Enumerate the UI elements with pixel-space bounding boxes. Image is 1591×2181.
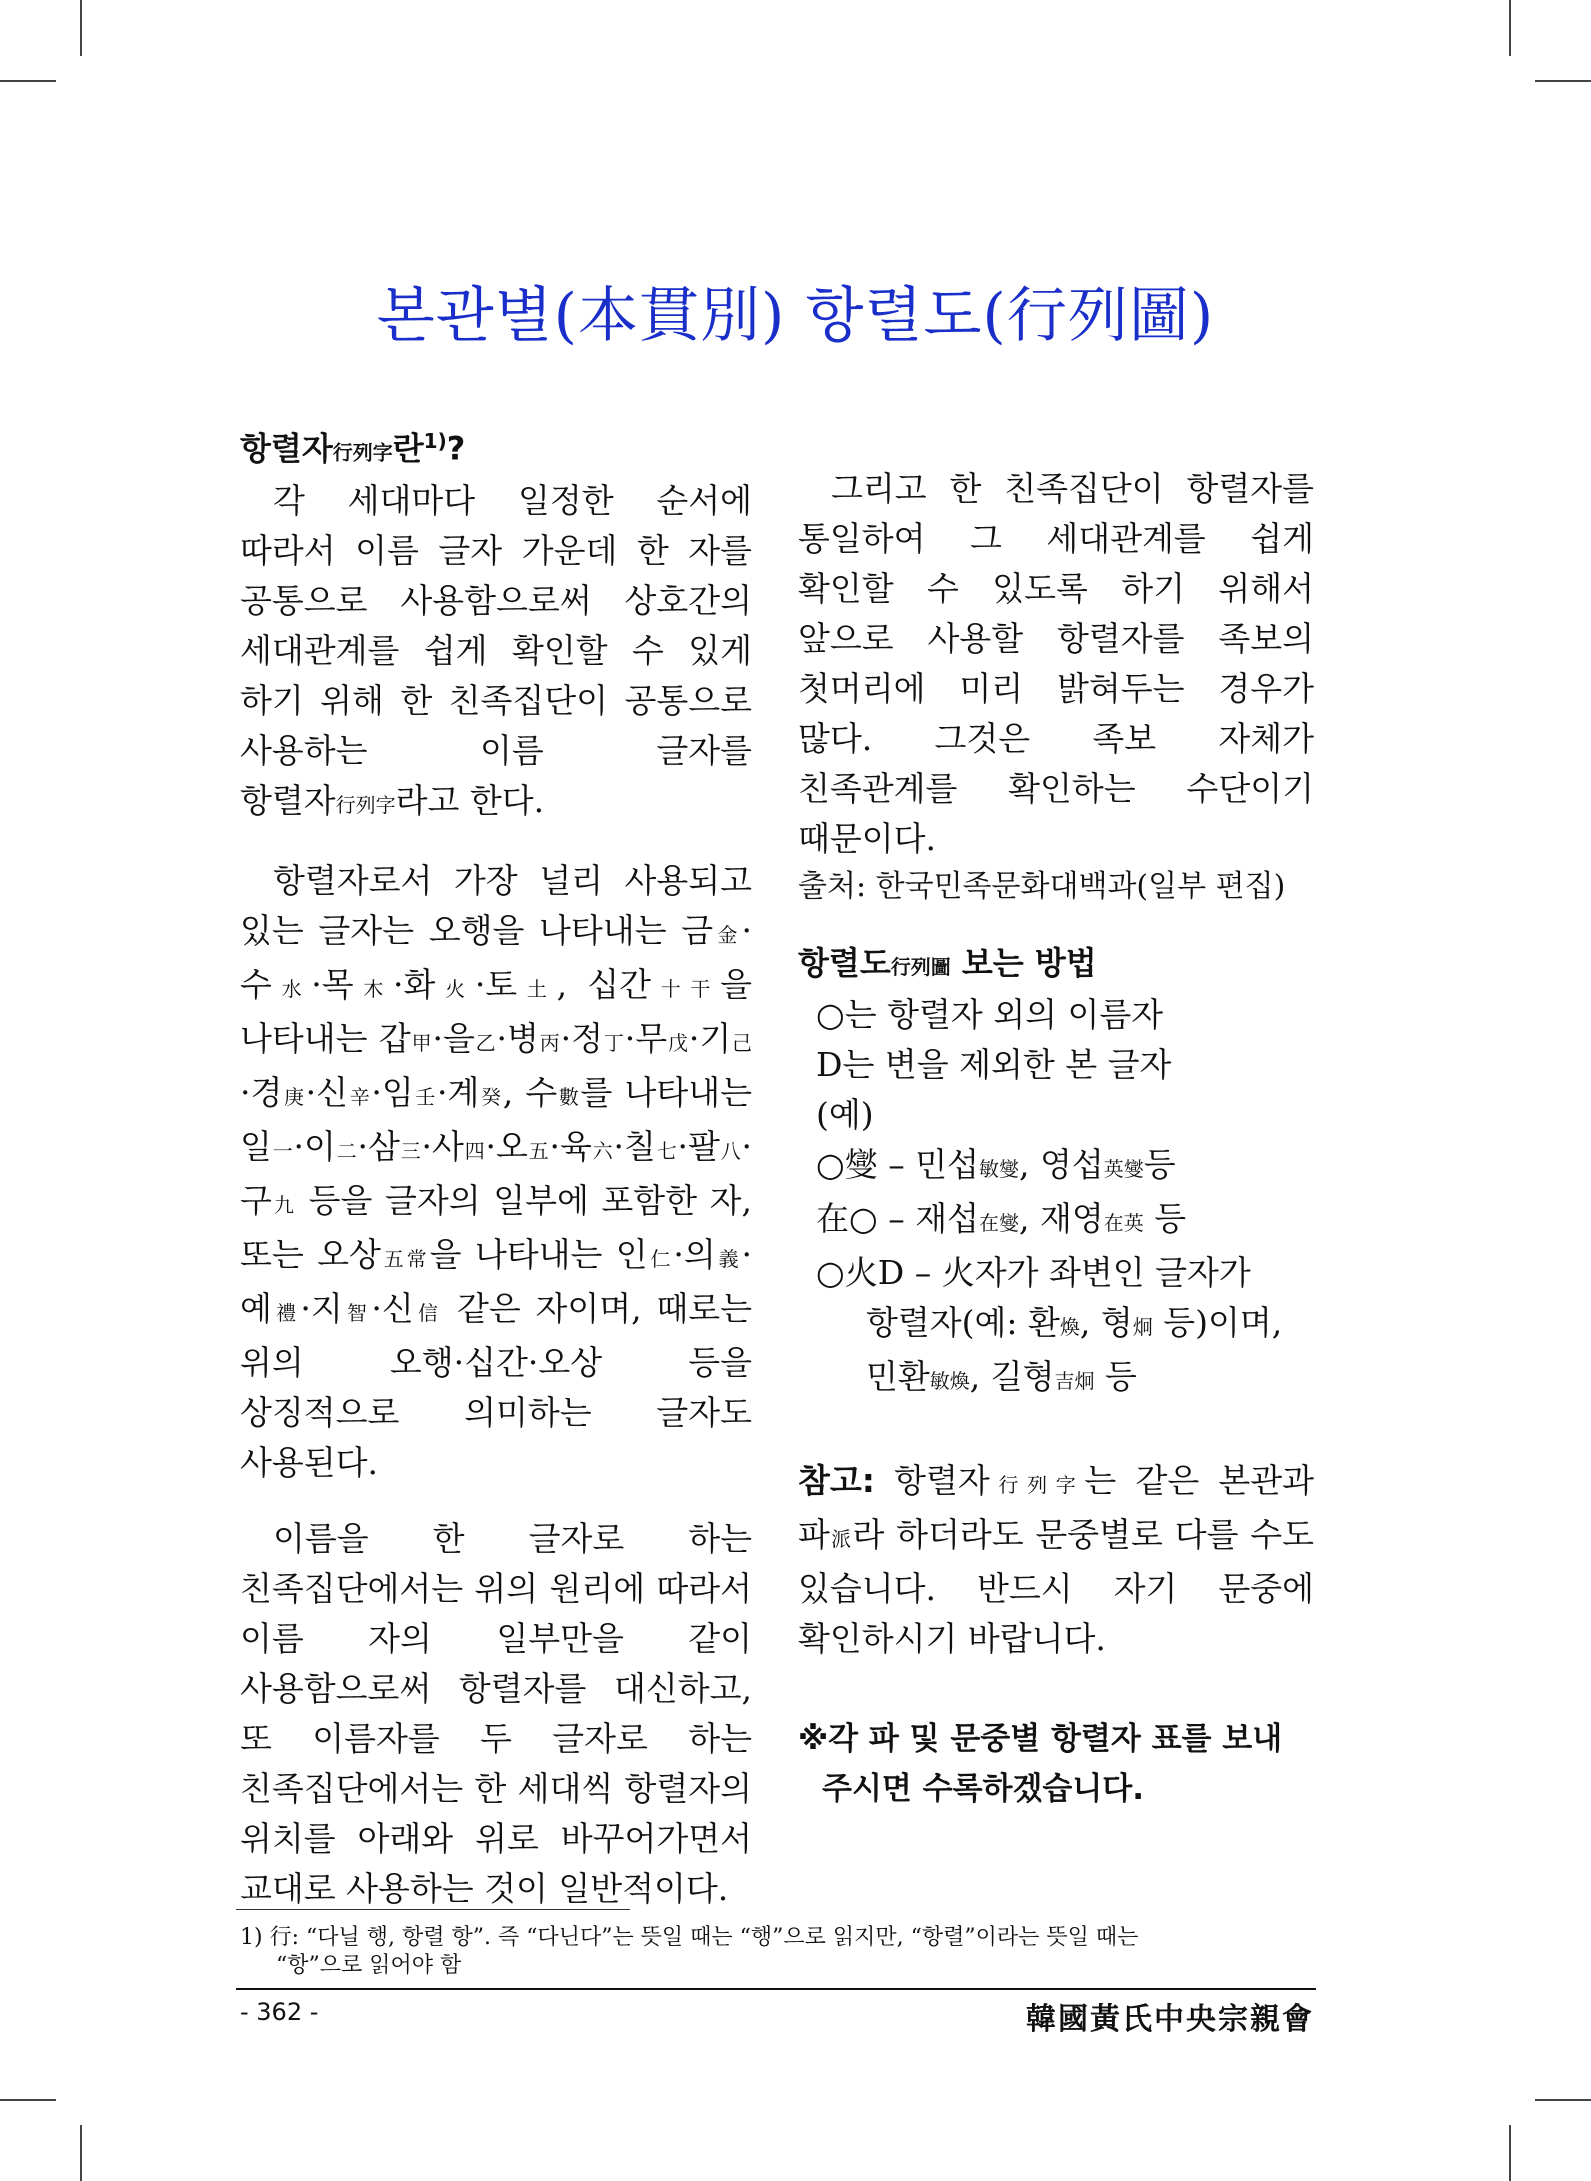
method-line: D는 변을 제외한 본 글자 xyxy=(816,1045,1172,1084)
hanja-annotation: 義 xyxy=(715,1246,742,1271)
right-column xyxy=(798,418,1314,1814)
footnote-divider xyxy=(236,1909,630,1910)
note-body xyxy=(798,1461,1314,1658)
footnote xyxy=(240,1924,1318,1980)
text-run: , 형 xyxy=(1079,1303,1133,1342)
hanja-annotation: 八 xyxy=(719,1138,742,1163)
method-line: (예) xyxy=(816,1095,874,1134)
text-run: ·신 xyxy=(371,1288,414,1328)
footnote-line: 1) 行: “다닐 행, 항렬 항”. 즉 “다닌다”는 뜻일 때는 “행”으로 읽지만, “항렬”이라는 뜻일 때는 xyxy=(240,1925,1139,1950)
hanja-annotation: 敏煥 xyxy=(929,1369,970,1393)
text-run: ·목 xyxy=(311,964,354,1004)
hanja-annotation: 九 xyxy=(271,1192,297,1217)
page-title: 본관별(本貫別) 항렬도(行列圖) xyxy=(376,281,1215,351)
text-run: , 수 xyxy=(502,1072,558,1112)
hanja-annotation: 英燮 xyxy=(1103,1157,1144,1181)
hanja-annotation: 四 xyxy=(463,1138,486,1163)
text-run: 라고 한다. xyxy=(395,780,545,820)
text-run: 등 xyxy=(1143,1145,1176,1184)
organization-name: 韓國黃氏中央宗親會 xyxy=(1026,2002,1314,2037)
text-run: 在○ – 재섭 xyxy=(816,1199,980,1238)
section-heading-how-to-read xyxy=(798,940,1314,990)
text-run: ·팔 xyxy=(677,1126,720,1166)
footer-divider xyxy=(236,1988,1316,1990)
hanja-annotation: 木 xyxy=(353,976,394,1001)
text-run: ○燮 – 민섭 xyxy=(816,1145,980,1184)
heading-text: 보는 방법 xyxy=(950,944,1097,982)
text-run: 라 하더라도 문중별로 다를 수도 있습니다. 반드시 자기 문중에 확인하시기 바랍니다. xyxy=(798,1515,1314,1658)
source-citation: 출처: 한국민족문화대백과(일부 편집) xyxy=(798,869,1286,904)
heading-text: 란 xyxy=(392,429,424,468)
text-run: , 영섭 xyxy=(1019,1145,1104,1184)
left-column xyxy=(240,418,752,1914)
text-run: 이름을 한 글자로 하는 친족집단에서는 위의 원리에 따라서 이름 자의 일부만을 같이 사용함으로써 항렬자를 대신하고, 또 이름자를 두 글자로 하는 친족집단에서는 한 세대씩 항렬자의 위치를 아래와 위로 바꾸어가면서 교대로 사용하는 것이 일반적이다. xyxy=(240,1518,752,1908)
method-example xyxy=(798,1298,1314,1352)
heading-text: ? xyxy=(446,429,466,468)
text-run: ·기 xyxy=(688,1018,732,1058)
text-run: 등을 글자의 일부에 포함한 자, 또는 오상 xyxy=(240,1180,752,1274)
text-run: 등)이며, xyxy=(1152,1303,1283,1342)
hanja-annotation: 在燮 xyxy=(979,1211,1020,1235)
paragraph-definition xyxy=(240,476,752,830)
text-run: ·신 xyxy=(305,1072,349,1112)
crop-mark xyxy=(1509,0,1511,56)
text-run: ·무 xyxy=(624,1018,668,1058)
text-run: 을 나타내는 갑 xyxy=(240,964,752,1058)
text-run: ·임 xyxy=(371,1072,414,1112)
hanja-annotation: 水 xyxy=(271,976,312,1001)
hanja-annotation: 金 xyxy=(713,922,742,947)
text-run: ·토 xyxy=(474,964,518,1004)
text-run: 각 세대마다 일정한 순서에 따라서 이름 글자 가운데 한 자를 공통으로 사용함으로써 상호간의 세대관계를 쉽게 확인할 수 있게 하기 위해 한 친족집단이 공통으로 사용하는 이름 글자를 항렬자 xyxy=(240,480,752,820)
method-example xyxy=(798,1352,1314,1406)
text-run: 항렬자 xyxy=(874,1461,990,1500)
hanja-annotation: 三 xyxy=(399,1138,422,1163)
hanja-annotation: 乙 xyxy=(474,1030,497,1055)
text-run: ·정 xyxy=(560,1018,604,1058)
hanja-annotation: 行列字 xyxy=(989,1473,1085,1497)
section-heading-hangnyeolja xyxy=(240,418,752,476)
heading-text: 항렬자 xyxy=(240,429,333,468)
method-example xyxy=(798,1140,1314,1194)
hanja-annotation: 火 xyxy=(435,976,475,1001)
text-run: ·육 xyxy=(549,1126,592,1166)
text-run: 민환 xyxy=(866,1357,930,1396)
text-run: ·을 xyxy=(432,1018,475,1058)
hanja-annotation: 行列字 xyxy=(335,792,396,817)
text-run: 를 나타내는 일 xyxy=(240,1072,753,1166)
text-run: ·예 xyxy=(240,1234,753,1328)
hanja-annotation: 煥 xyxy=(1059,1315,1080,1339)
text-run: ·삼 xyxy=(357,1126,400,1166)
text-run: ·사 xyxy=(421,1126,464,1166)
hanja-annotation: 五常 xyxy=(380,1246,430,1271)
crop-mark xyxy=(1509,2125,1511,2181)
text-run: ·오 xyxy=(485,1126,528,1166)
footnote-ref[interactable]: 1) xyxy=(423,429,447,453)
crop-mark xyxy=(80,0,82,56)
hanja-annotation: 辛 xyxy=(348,1084,372,1109)
text-run: 같은 자이며, 때로는 위의 오행·십간·오상 등을 상징적으로 의미하는 글자도 사용된다. xyxy=(240,1288,753,1482)
text-run: ·이 xyxy=(293,1126,336,1166)
heading-hanja: 行列圖 xyxy=(890,955,951,979)
text-run: 는 같은 본관과 파 xyxy=(798,1461,1315,1554)
hanja-annotation: 十干 xyxy=(651,976,721,1001)
crop-mark xyxy=(1535,2099,1591,2101)
paragraph-common-characters xyxy=(240,856,752,1488)
hanja-annotation: 甲 xyxy=(410,1030,433,1055)
page-number: - 362 - xyxy=(240,1998,319,2026)
hanja-annotation: 派 xyxy=(829,1527,853,1551)
text-run: , 십간 xyxy=(556,964,652,1004)
text-run: ·화 xyxy=(393,964,436,1004)
text-run: 을 나타내는 인 xyxy=(429,1234,648,1274)
crop-mark xyxy=(80,2125,82,2181)
hanja-annotation: 禮 xyxy=(271,1300,301,1325)
note-label: 참고: xyxy=(798,1461,875,1500)
hanja-annotation: 丙 xyxy=(538,1030,561,1055)
text-run: 등 xyxy=(1094,1357,1137,1396)
request-line: 주시면 수록하겠습니다. xyxy=(822,1771,1145,1807)
hanja-annotation: 壬 xyxy=(413,1084,438,1109)
text-run: ·지 xyxy=(300,1288,343,1328)
hanja-annotation: 仁 xyxy=(647,1246,674,1271)
hanja-annotation: 六 xyxy=(591,1138,614,1163)
reference-note xyxy=(798,1456,1314,1664)
method-line: ○는 항렬자 외의 이름자 xyxy=(816,995,1164,1034)
paragraph-unification: 그리고 한 친족집단이 항렬자를 통일하여 그 세대관계를 쉽게 확인할 수 있도록 하기 위해서 앞으로 사용할 항렬자를 족보의 첫머리에 미리 밝혀두는 경우가 많다. 그것은 족보 자체가 친족관계를 확인하는 수단이기 때문이다. xyxy=(798,469,1314,858)
hanja-annotation: 庚 xyxy=(282,1084,306,1109)
text-run: ·경 xyxy=(240,1072,283,1112)
text-run: , 길형 xyxy=(969,1357,1055,1396)
request-line: ※각 파 및 문중별 항렬자 표를 보내 xyxy=(798,1721,1283,1757)
crop-mark xyxy=(0,2099,56,2101)
footnote-line: “항”으로 읽어야 함 xyxy=(276,1953,462,1978)
paragraph-single-name xyxy=(240,1514,752,1914)
hanja-annotation: 癸 xyxy=(479,1084,503,1109)
text-run: ·계 xyxy=(437,1072,480,1112)
hanja-annotation: 敏燮 xyxy=(979,1157,1020,1181)
hanja-annotation: 一 xyxy=(271,1138,294,1163)
crop-mark xyxy=(0,80,56,82)
text-run: , 재영 xyxy=(1019,1199,1104,1238)
hanja-annotation: 智 xyxy=(342,1300,372,1325)
hanja-annotation: 七 xyxy=(655,1138,678,1163)
heading-text: 항렬도 xyxy=(798,944,891,982)
hanja-annotation: 數 xyxy=(557,1084,581,1109)
method-example: ○火D – 火자가 좌변인 글자가 xyxy=(816,1253,1251,1292)
submission-request xyxy=(798,1714,1314,1814)
text-run: 등 xyxy=(1143,1199,1187,1238)
hanja-annotation: 戊 xyxy=(667,1030,689,1055)
hanja-annotation: 信 xyxy=(413,1300,443,1325)
text-run: ·수 xyxy=(240,910,752,1004)
text-run: ·병 xyxy=(496,1018,539,1058)
hanja-annotation: 在英 xyxy=(1103,1211,1144,1235)
text-run: ·칠 xyxy=(613,1126,656,1166)
method-example xyxy=(798,1194,1314,1248)
hanja-annotation: 己 xyxy=(731,1030,753,1055)
hanja-annotation: 二 xyxy=(335,1138,358,1163)
text-run: 항렬자로서 가장 널리 사용되고 있는 글자는 오행을 나타내는 금 xyxy=(240,860,752,950)
hanja-annotation: 炯 xyxy=(1132,1315,1153,1339)
text-run: ·구 xyxy=(240,1126,753,1220)
hanja-annotation: 吉炯 xyxy=(1054,1369,1095,1393)
hanja-annotation: 土 xyxy=(517,976,557,1001)
text-run: ·의 xyxy=(673,1234,716,1274)
hanja-annotation: 丁 xyxy=(603,1030,625,1055)
heading-hanja: 行列字 xyxy=(332,440,393,465)
text-run: 항렬자(예: 환 xyxy=(866,1303,1060,1342)
hanja-annotation: 五 xyxy=(527,1138,550,1163)
crop-mark xyxy=(1535,80,1591,82)
